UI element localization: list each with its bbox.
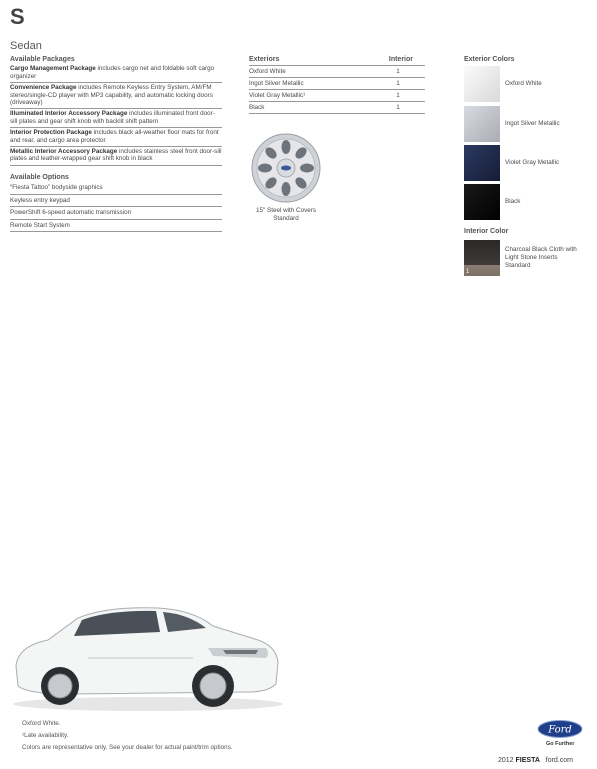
table-row: Ingot Silver Metallic 1 [249, 78, 425, 90]
package-item: Illuminated Interior Accessory Package includes illuminated front door-sill plates and gear shift knob with backlit shift pattern [10, 109, 222, 128]
color-swatch-label: Ingot Silver Metallic [505, 120, 560, 127]
table-row: Violet Gray Metallic¹ 1 [249, 90, 425, 102]
package-item: Convenience Package includes Remote Keyless Entry System, AM/FM stereo/single-CD player with MP3 capability, and automatic locking doors (driveaway) [10, 83, 222, 109]
interior-swatch-charcoal: 1 [464, 240, 500, 276]
package-item: Cargo Management Package includes cargo net and foldable soft cargo organizer [10, 64, 222, 83]
interior-color-title: Interior Color [464, 228, 509, 235]
color-swatch-violet-gray [464, 145, 500, 181]
option-item: “Fiesta Tattoo” bodyside graphics [10, 182, 222, 194]
table-row: Black 1 [249, 102, 425, 114]
color-swatch-label: Black [505, 198, 521, 205]
tagline: Go Further [546, 741, 575, 747]
trim-title: S [10, 4, 25, 29]
table-header [249, 56, 425, 66]
color-swatch-label: Violet Gray Metallic [505, 159, 560, 166]
options-title: Available Options [10, 173, 69, 181]
table-row: Oxford White 1 [249, 66, 425, 78]
footnote-late-availability: ¹Late availability. [22, 732, 69, 739]
package-item: Metallic Interior Accessory Package includes stainless steel front door-sill plates and leather-wrapped gear shift knob in black [10, 147, 222, 166]
option-item: Remote Start System [10, 220, 222, 232]
footnotes [22, 718, 233, 754]
packages-options-column [10, 56, 222, 232]
col-header-exteriors: Exteriors [249, 56, 280, 63]
wheel-caption: 15" Steel with Covers Standard [256, 207, 316, 222]
footnote-colors-disclaimer: Colors are representative only. See your dealer for actual paint/trim options. [22, 744, 233, 751]
package-item: Interior Protection Package includes black all-weather floor mats for front and rear, and cargo area protector [10, 128, 222, 147]
option-item: Keyless entry keypad [10, 195, 222, 207]
color-swatch-black [464, 184, 500, 220]
exterior-colors-title: Exterior Colors [464, 56, 515, 63]
color-swatch-ingot-silver [464, 106, 500, 142]
car-caption: Oxford White. [22, 720, 61, 727]
color-swatch-oxford-white [464, 66, 500, 102]
ford-logo [537, 720, 583, 738]
brand-footer: 2012 FIESTA ford.com [498, 757, 573, 764]
car-image [8, 596, 288, 714]
color-swatch-label: Oxford White [505, 80, 542, 87]
wheel-cover-image [251, 133, 321, 203]
col-header-interior: Interior [388, 56, 413, 63]
svg-text:Ford: Ford [548, 724, 572, 736]
option-item: PowerShift 6-speed automatic transmission [10, 207, 222, 219]
body-style-heading: Sedan [10, 40, 42, 52]
packages-title: Available Packages [10, 56, 75, 63]
exterior-interior-table [249, 56, 425, 114]
interior-color-label: Charcoal Black Cloth with Light Stone Inserts Standard [505, 246, 577, 269]
